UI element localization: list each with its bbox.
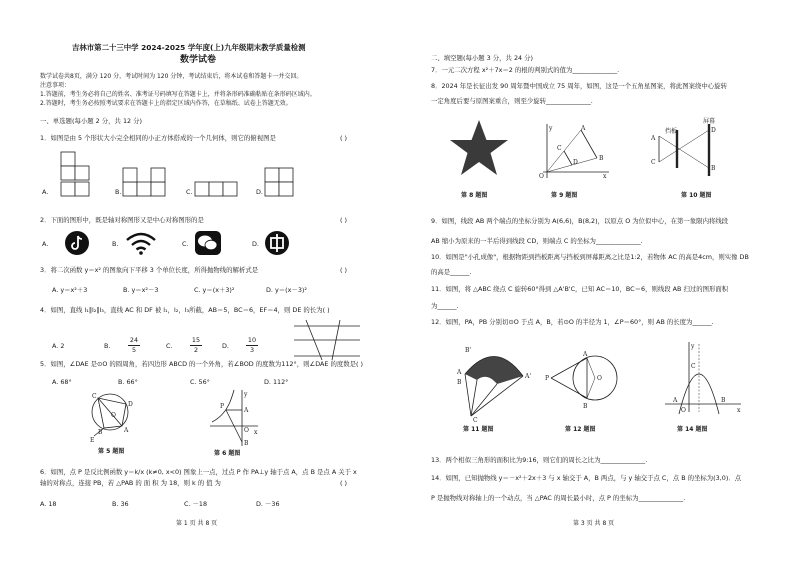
svg-text:B': B'	[465, 347, 472, 354]
question-3: 3．将二次函数 y＝x² 的图象向下平移 3 个单位长度，所得抛物线的解析式是	[40, 266, 259, 274]
wechat-icon	[194, 230, 224, 256]
note-2: 2.答题时，考生务必按照考试要求在答题卡上的指定区域内作答，在草稿纸、试卷上答题无效。	[40, 100, 292, 107]
svg-text:O: O	[597, 375, 602, 382]
q11-rotation-figure	[457, 338, 537, 422]
q4-parallel-lines-figure	[292, 318, 362, 362]
q6-option-c: C. －18	[184, 500, 208, 508]
section-1-title: 一、单选题(每小题 2 分，共 12 分)	[40, 117, 142, 125]
svg-text:y: y	[691, 343, 695, 350]
q1-option-d: D.	[256, 188, 263, 196]
q5-circle-figure	[88, 390, 134, 444]
svg-text:E: E	[90, 437, 95, 444]
svg-text:D: D	[128, 401, 133, 408]
q4-d-denominator: 3	[246, 345, 258, 354]
q6-option-a: A. 18	[40, 500, 57, 508]
fig14-caption: 第 14 题图	[677, 426, 708, 433]
q4-b-numerator: 24	[129, 336, 139, 344]
question-14-line-2: P 是抛物线对称轴上的一个动点，当 △PAC 的周长最小时，点 P 的坐标为______________.	[431, 494, 686, 502]
q3-paren: ( )	[340, 266, 348, 274]
svg-text:C: C	[691, 363, 696, 370]
q4-option-a: A. 2	[52, 342, 65, 350]
q12-tangent-figure	[545, 348, 625, 412]
left-page-footer: 第 1 页 共 8 页	[176, 520, 218, 527]
svg-text:O: O	[244, 427, 249, 434]
svg-text:B: B	[98, 429, 103, 436]
svg-text:B: B	[583, 403, 588, 410]
svg-text:x: x	[603, 173, 607, 180]
q5-option-c: C. 56°	[190, 378, 210, 386]
question-10-line-1: 10．如图是"小孔成像"，根据物距到挡板距离与挡板到屏幕距离之比是1:2，若物体 AC 的高是4cm，则实像 DB	[431, 253, 749, 261]
q1-option-a-label: A.	[42, 188, 49, 196]
svg-text:P: P	[545, 375, 550, 382]
q6-hyperbola-figure	[208, 388, 260, 448]
star-icon	[447, 118, 511, 178]
q10-pinhole-figure	[647, 118, 727, 180]
question-4: 4．如图，直线 l₁∥l₂∥l₃，直线 AC 和 DF 被 l₁，l₂，l₃所截，AB＝5，BC＝6，EF＝4，则 DE 的长为( )	[40, 306, 330, 314]
svg-text:B: B	[599, 155, 604, 162]
right-page-footer: 第 3 页 共 8 页	[573, 520, 615, 527]
q3-option-b: B. y＝x²－3	[123, 286, 159, 294]
svg-text:O: O	[111, 412, 116, 419]
question-5: 5．如图，∠DAE 是⊙O 的圆周角，若四边形 ABCD 的一个外角，若∠BOD 的度数为112°，则∠DAE 的度数是( )	[40, 360, 364, 368]
svg-text:B: B	[721, 397, 726, 404]
svg-text:C: C	[92, 393, 97, 400]
q1-option-c: C.	[186, 188, 193, 196]
q6-option-d: D. －36	[256, 500, 280, 508]
svg-text:O: O	[681, 407, 686, 414]
question-1: 1．如图是由 5 个形状大小完全相同的小正方体搭成的一个几何体，则它的俯视图是	[40, 134, 276, 142]
svg-text:A: A	[651, 135, 656, 142]
question-2: 2．下面的图形中，既是轴对称图形又是中心对称图形的是	[40, 216, 204, 224]
svg-text:A': A'	[525, 373, 531, 380]
question-7: 7．一元二次方程 x²＋7x＝2 的根的判别式的值为______________.	[431, 66, 620, 74]
question-12: 12．如图，PA，PB 分别切⊙O 于点 A，B，若⊙O 的半径为 1，∠P＝60°，则 AB 的长度为______.	[431, 318, 714, 326]
right-page	[397, 0, 794, 561]
wifi-icon	[124, 230, 160, 256]
question-9-line-1: 9．如图，线段 AB 两个端点的坐标分别为 A(6,6)，B(8,2)，以原点 O 为位似中心，在第一象限内将线段	[431, 217, 729, 225]
svg-text:y: y	[549, 125, 553, 132]
q5-option-d: D. 112°	[264, 378, 289, 386]
question-6-line-2: 轴的对称点，连接 PB，若 △PAB 的 面 积 为 18，则 k 的 值 为	[40, 479, 221, 487]
note-1: 1.答题前，考生务必将自己的姓名、准考证号码填写在答题卡上，并将条形码准确粘贴在条形码区域内。	[40, 91, 316, 98]
section-2-title: 二、填空题(每小题 3 分，共 24 分)	[431, 54, 533, 62]
svg-text:B: B	[244, 440, 249, 447]
q2-option-a: A.	[42, 240, 49, 248]
q14-parabola-figure	[661, 340, 745, 416]
q4-d-numerator: 10	[247, 336, 257, 344]
fig10-caption: 第 10 题图	[681, 192, 712, 199]
svg-text:D: D	[711, 127, 716, 134]
q1-option-b: B.	[115, 188, 122, 196]
q4-c-numerator: 15	[191, 336, 201, 344]
question-8-line-1: 8．2024 年是长征出发 90 周年暨中国成立 75 周年，如图，这是一个五角星图案，将此图案绕中心旋转	[431, 82, 727, 90]
svg-text:P: P	[220, 403, 225, 410]
question-11-line-1: 11．如图，将 △ABC 绕点 C 旋转60°得到 △A'B'C，已知 AC＝10，BC＝6，则线段 AB 扫过的图形面积	[431, 285, 729, 293]
notes-label: 注意事项：	[40, 82, 71, 89]
fig9-caption: 第 9 题图	[551, 192, 578, 199]
question-13: 13．两个相似三角形的面积比为9:16，则它们的周长之比为______________.	[431, 456, 648, 464]
fig10-label-screen: 屏幕	[703, 118, 716, 125]
svg-text:A: A	[583, 351, 588, 358]
q1-paren: ( )	[340, 134, 348, 142]
q2-paren: ( )	[340, 216, 348, 224]
svg-text:O: O	[539, 173, 544, 180]
q4-option-c: C.	[166, 342, 173, 350]
question-9-line-2: AB 缩小为原来的一半后得到线段 CD，则端点 C 的坐标为______________.	[431, 237, 643, 245]
q4-option-d: D.	[222, 342, 229, 350]
header-title: 吉林市第二十三中学 2024-2025 学年度(上)九年级期末教学质量检测	[72, 43, 306, 52]
q5-option-b: B. 66°	[118, 378, 138, 386]
q3-option-d: D. y＝(x－3)²	[266, 286, 307, 294]
q6-paren: ( )	[340, 479, 348, 487]
question-6-line-1: 6．如图，点 P 是反比例函数 y＝k/x (k≠0, x<0) 图象上一点，过点 P 作 PA⊥y 轴于点 A，点 B 是点 A 关于 x	[40, 468, 357, 476]
q3-option-a: A. y＝x²＋3	[52, 286, 88, 294]
q6-option-b: B. 36	[112, 500, 129, 508]
svg-text:B: B	[711, 165, 716, 172]
svg-text:C: C	[557, 145, 562, 152]
exam-info: 数学试卷共8页，满分 120 分，考试时间为 120 分钟，考试结束后，将本试卷和答题卡一并交回。	[40, 73, 303, 80]
fig8-caption: 第 8 题图	[461, 192, 488, 199]
svg-text:D: D	[573, 159, 578, 166]
fig6-caption: 第 6 题图	[214, 450, 241, 457]
fig5-caption: 第 5 题图	[98, 448, 125, 455]
svg-text:x: x	[254, 429, 258, 436]
svg-text:A: A	[124, 427, 129, 434]
fig12-caption: 第 12 题图	[565, 426, 596, 433]
svg-text:C: C	[651, 159, 656, 166]
fig11-caption: 第 11 题图	[463, 426, 494, 433]
q2-option-d: D.	[252, 240, 259, 248]
question-14-line-1: 14．如图，已知抛物线 y＝－x²＋2x＋3 与 x 轴交于 A，B 两点，与 y 轴交于点 C，点 B 的坐标为(3,0)．点	[431, 474, 742, 482]
fig10-label-baffle: 挡板	[665, 128, 678, 135]
q4-option-b: B.	[104, 342, 111, 350]
svg-text:y: y	[244, 391, 248, 398]
q3-option-c: C. y＝(x＋3)²	[194, 286, 235, 294]
svg-text:A: A	[673, 397, 678, 404]
q5-option-a: A. 68°	[52, 378, 72, 386]
svg-text:A: A	[244, 407, 249, 414]
question-11-line-2: 为______.	[431, 302, 459, 310]
q4-c-denominator: 2	[190, 345, 202, 354]
subject-title: 数学试卷	[180, 55, 217, 65]
svg-text:B: B	[457, 379, 462, 386]
bank-of-china-icon	[264, 230, 294, 256]
q1-cube-views	[55, 148, 355, 206]
question-8-line-2: 一定角度后要与原图案重合，则至少旋转______________.	[431, 97, 593, 105]
q2-option-b: B.	[112, 240, 119, 248]
q2-option-c: C.	[182, 240, 189, 248]
svg-text:C: C	[473, 417, 478, 422]
svg-text:A: A	[457, 369, 462, 376]
svg-text:x: x	[737, 407, 741, 414]
q9-coordinate-figure	[537, 122, 611, 180]
question-10-line-2: 的高是______.	[431, 268, 472, 276]
tiktok-icon	[64, 230, 104, 256]
q4-b-denominator: 5	[128, 345, 140, 354]
svg-text:A: A	[581, 125, 586, 132]
